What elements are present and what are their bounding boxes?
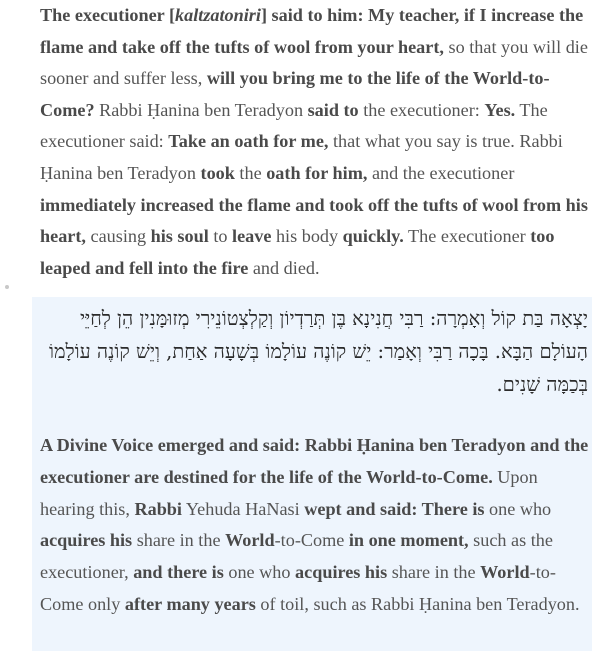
bold-span: wept and said: There is <box>304 498 485 519</box>
hebrew-source-text: יָצְאָה בַּת קוֹל וְאָמְרָה: רַבִּי חֲנִינָא בֶּן תְּרַדְיוֹן וְקַלְצְטוֹנֵירִי מְזוּמָּנִין הֵן לְחַיֵּי הָעוֹלָם הַבָּא. בָּכָה רַבִּי וְאָמַר: יֵשׁ קוֹנֶה עוֹלָמוֹ בְּשָׁעָה אַחַת, וְיֵשׁ קוֹנֶה עוֹלָמוֹ בְּכַמָּה שָׁנִים. <box>48 307 588 396</box>
bold-span: quickly. <box>342 226 404 247</box>
english-translation <box>40 430 595 621</box>
bold-italic-term: kaltzatoniri <box>175 5 261 25</box>
bold-span: leave <box>232 226 272 247</box>
plain-span: one who <box>223 562 296 583</box>
bold-span: said to <box>307 99 359 120</box>
bold-span: too leaped and fell into the fire <box>40 226 555 278</box>
plain-span: so that you will die sooner and suffer less, <box>40 36 588 89</box>
bold-span: and there is <box>133 562 224 583</box>
bold-span: his soul <box>150 226 209 247</box>
plain-span: to <box>208 226 233 247</box>
bold-span: World <box>480 562 530 583</box>
plain-span: and died. <box>248 257 320 278</box>
bold-span: took <box>200 162 235 183</box>
bold-span: in one moment, <box>348 530 469 551</box>
bold-span: acquires his <box>40 530 133 551</box>
bold-span: Take an oath for me, <box>168 131 329 152</box>
segment-bullet-icon[interactable] <box>5 285 9 289</box>
bold-span: ] said to him: My teacher, if I increase the flame and take off the tufts of wool from your heart, <box>40 5 584 57</box>
bold-span: immediately increased the flame and took off the tufts of wool from his heart, <box>40 194 588 247</box>
plain-span: and the executioner <box>367 162 515 183</box>
plain-span: share in the <box>132 530 226 551</box>
bold-span: The executioner [ <box>40 5 176 25</box>
plain-span: The executioner <box>403 226 531 247</box>
bold-span: acquires his <box>295 562 388 583</box>
bold-span: World <box>225 530 275 551</box>
bold-span: after many years <box>124 593 256 614</box>
plain-span: -to-Come <box>274 530 349 551</box>
plain-span: causing <box>85 226 151 247</box>
plain-span: that what you say is true. Rabbi Ḥanina ben Teradyon <box>40 131 563 183</box>
plain-span: The executioner said: <box>40 99 548 152</box>
plain-span: Rabbi Ḥanina ben Teradyon <box>94 99 308 120</box>
bold-span: will you bring me to the life of the World-to-Come? <box>40 68 550 120</box>
plain-span: one who <box>484 498 552 519</box>
bold-span: Rabbi <box>134 498 182 519</box>
plain-span: the <box>234 162 267 183</box>
plain-span: his body <box>271 226 343 247</box>
bold-span: Yes. <box>484 99 516 120</box>
plain-span: such as the executioner, <box>40 530 553 583</box>
bold-span: oath for him, <box>266 162 368 183</box>
commentary-paragraph-top <box>40 0 600 284</box>
plain-span: share in the <box>387 562 481 583</box>
bold-span: A Divine Voice emerged and said: Rabbi Ḥanina ben Teradyon and the executioner are destined for the life of the World-to-Come. <box>40 435 589 487</box>
plain-span: Upon hearing this, <box>40 466 538 519</box>
plain-span: Yehuda HaNasi <box>181 498 305 519</box>
plain-span: of toil, such as Rabbi Ḥanina ben Teradyon. <box>255 593 580 614</box>
plain-span: -to-Come only <box>40 562 556 614</box>
plain-span: the executioner: <box>358 99 485 120</box>
